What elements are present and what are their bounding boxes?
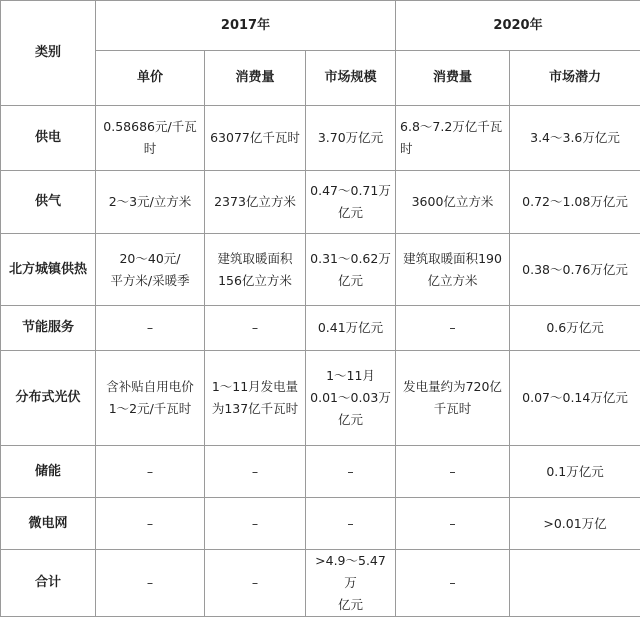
row-category: 微电网 bbox=[1, 498, 96, 550]
cell-consumption-2017: – bbox=[205, 446, 306, 498]
row-category: 合计 bbox=[1, 550, 96, 617]
cell-consumption-2020: – bbox=[396, 498, 510, 550]
cell-price: – bbox=[96, 498, 205, 550]
cell-price: 0.58686元/千瓦 时 bbox=[96, 106, 205, 171]
header-market-size: 市场规模 bbox=[306, 51, 396, 106]
cell-market-size: – bbox=[306, 446, 396, 498]
header-row-years bbox=[1, 1, 640, 51]
row-category: 供气 bbox=[1, 171, 96, 234]
cell-market-size: 0.41万亿元 bbox=[306, 306, 396, 351]
cell-consumption-2017: – bbox=[205, 550, 306, 617]
cell-consumption-2020: – bbox=[396, 550, 510, 617]
header-row-columns bbox=[1, 51, 640, 106]
cell-consumption-2017: 1～11月发电量 为137亿千瓦时 bbox=[205, 351, 306, 446]
cell-price: – bbox=[96, 550, 205, 617]
cell-price: 含补贴自用电价 1～2元/千瓦时 bbox=[96, 351, 205, 446]
cell-price: 20～40元/ 平方米/采暖季 bbox=[96, 234, 205, 306]
cell-potential: >0.01万亿 bbox=[510, 498, 640, 550]
cell-potential: 0.07～0.14万亿元 bbox=[510, 351, 640, 446]
cell-consumption-2020: – bbox=[396, 306, 510, 351]
table-row bbox=[1, 446, 640, 498]
cell-potential: 0.72～1.08万亿元 bbox=[510, 171, 640, 234]
table-row bbox=[1, 351, 640, 446]
table-row bbox=[1, 306, 640, 351]
cell-consumption-2017: 63077亿千瓦时 bbox=[205, 106, 306, 171]
cell-market-size: – bbox=[306, 498, 396, 550]
table-row bbox=[1, 498, 640, 550]
table-row bbox=[1, 550, 640, 617]
table-row bbox=[1, 106, 640, 171]
cell-potential: 3.4～3.6万亿元 bbox=[510, 106, 640, 171]
cell-consumption-2017: – bbox=[205, 498, 306, 550]
cell-consumption-2017: – bbox=[205, 306, 306, 351]
row-category: 供电 bbox=[1, 106, 96, 171]
cell-consumption-2017: 2373亿立方米 bbox=[205, 171, 306, 234]
cell-market-size: 3.70万亿元 bbox=[306, 106, 396, 171]
cell-consumption-2017: 建筑取暖面积 156亿立方米 bbox=[205, 234, 306, 306]
header-year-2020: 2020年 bbox=[396, 1, 640, 51]
cell-consumption-2020: 建筑取暖面积190 亿立方米 bbox=[396, 234, 510, 306]
cell-consumption-2020: 6.8～7.2万亿千瓦 时 bbox=[396, 106, 510, 171]
cell-consumption-2020: 3600亿立方米 bbox=[396, 171, 510, 234]
cell-potential: 0.6万亿元 bbox=[510, 306, 640, 351]
cell-potential: 0.38～0.76万亿元 bbox=[510, 234, 640, 306]
cell-market-size: 1～11月 0.01～0.03万 亿元 bbox=[306, 351, 396, 446]
table-row bbox=[1, 234, 640, 306]
header-market-potential: 市场潜力 bbox=[510, 51, 640, 106]
cell-consumption-2020: 发电量约为720亿 千瓦时 bbox=[396, 351, 510, 446]
row-category: 节能服务 bbox=[1, 306, 96, 351]
row-category: 储能 bbox=[1, 446, 96, 498]
cell-market-size: >4.9～5.47万 亿元 bbox=[306, 550, 396, 617]
cell-potential bbox=[510, 550, 640, 617]
cell-consumption-2020: – bbox=[396, 446, 510, 498]
cell-price: – bbox=[96, 306, 205, 351]
table-row bbox=[1, 171, 640, 234]
header-category: 类别 bbox=[1, 1, 96, 106]
cell-potential: 0.1万亿元 bbox=[510, 446, 640, 498]
cell-price: – bbox=[96, 446, 205, 498]
cell-market-size: 0.31～0.62万 亿元 bbox=[306, 234, 396, 306]
header-price: 单价 bbox=[96, 51, 205, 106]
row-category: 北方城镇供热 bbox=[1, 234, 96, 306]
cell-price: 2～3元/立方米 bbox=[96, 171, 205, 234]
header-year-2017: 2017年 bbox=[96, 1, 396, 51]
header-consumption-2020: 消费量 bbox=[396, 51, 510, 106]
row-category: 分布式光伏 bbox=[1, 351, 96, 446]
header-consumption-2017: 消费量 bbox=[205, 51, 306, 106]
cell-market-size: 0.47～0.71万 亿元 bbox=[306, 171, 396, 234]
